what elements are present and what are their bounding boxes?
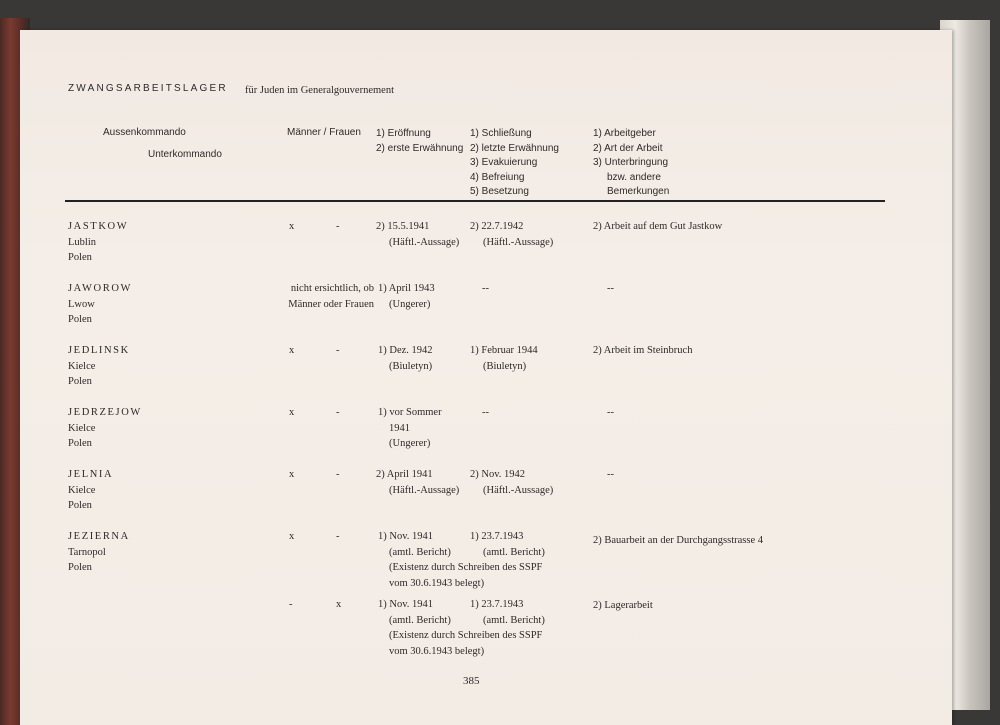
camp-district: Lwow bbox=[68, 298, 95, 310]
cell-line: (Häftl.-Aussage) bbox=[389, 484, 460, 496]
col-header-line: 3) Evakuierung bbox=[470, 157, 538, 169]
cell-line: 1) April 1943 bbox=[378, 283, 435, 294]
opening-cell bbox=[378, 281, 435, 312]
remarks-cell bbox=[593, 219, 722, 235]
camp-entry-name-block bbox=[68, 281, 132, 328]
cell-line: vom 30.6.1943 belegt) bbox=[389, 645, 485, 657]
men-mark: x bbox=[289, 531, 295, 542]
opening-cell bbox=[378, 597, 451, 628]
women-mark: - bbox=[336, 531, 340, 542]
header-title: ZWANGSARBEITSLAGER bbox=[68, 83, 228, 94]
camp-country: Polen bbox=[68, 438, 92, 449]
camp-name: JELNIA bbox=[68, 469, 114, 480]
cell-line: 1) Februar 1944 bbox=[470, 345, 538, 356]
remarks-cell bbox=[607, 281, 614, 297]
camp-name: JAWOROW bbox=[68, 283, 133, 294]
camp-entry-name-block bbox=[68, 405, 142, 452]
cell-line: 1941 bbox=[389, 422, 410, 434]
col-header-line: Bemerkungen bbox=[607, 186, 670, 198]
remarks-cell bbox=[607, 405, 614, 421]
closing-cell bbox=[470, 529, 545, 560]
existence-note bbox=[389, 628, 542, 659]
col-header-maenner-frauen: Männer / Frauen bbox=[287, 127, 361, 138]
camp-country: Polen bbox=[68, 376, 92, 387]
col-header-line: 2) letzte Erwähnung bbox=[470, 142, 559, 154]
cell-line: (amtl. Bericht) bbox=[483, 614, 545, 626]
col-header-line: 5) Besetzung bbox=[470, 186, 529, 198]
men-mark: x bbox=[289, 345, 295, 356]
col-header-line: 1) Arbeitgeber bbox=[593, 128, 656, 139]
remarks-cell bbox=[607, 467, 614, 483]
opening-cell bbox=[378, 343, 433, 374]
camp-district: Kielce bbox=[68, 422, 96, 434]
cell-line: 1) 23.7.1943 bbox=[470, 599, 524, 610]
cell-line: vom 30.6.1943 belegt) bbox=[389, 577, 485, 589]
col-header-line: 4) Befreiung bbox=[470, 171, 525, 183]
cell-line: Männer oder Frauen bbox=[288, 298, 374, 310]
cell-line: (Häftl.-Aussage) bbox=[483, 236, 554, 248]
cell-line: (Existenz durch Schreiben des SSPF bbox=[389, 562, 543, 573]
closing-cell bbox=[470, 597, 545, 628]
header-rule bbox=[65, 200, 885, 202]
opening-cell bbox=[378, 405, 442, 452]
cell-line: 2) Arbeit im Steinbruch bbox=[593, 345, 693, 356]
camp-name: JEDRZEJOW bbox=[68, 407, 142, 418]
remarks-cell bbox=[593, 533, 763, 549]
cell-line: 1) Nov. 1941 bbox=[378, 531, 434, 542]
camp-district: Kielce bbox=[68, 484, 96, 496]
col-header-line: 1) Eröffnung bbox=[376, 128, 431, 139]
camp-country: Polen bbox=[68, 500, 92, 511]
remarks-cell bbox=[593, 598, 653, 614]
women-mark: - bbox=[336, 345, 340, 356]
cell-line: -- bbox=[607, 469, 614, 480]
camp-name: JEDLINSK bbox=[68, 345, 130, 356]
cell-line: (Biuletyn) bbox=[389, 360, 433, 372]
cell-line: (Häftl.-Aussage) bbox=[389, 236, 460, 248]
women-mark: - bbox=[336, 407, 340, 418]
cell-line: 2) Lagerarbeit bbox=[593, 600, 653, 611]
col-header-eroeffnung bbox=[376, 127, 463, 156]
men-mark: x bbox=[289, 407, 295, 418]
men-mark: - bbox=[289, 599, 293, 610]
cell-line: -- bbox=[482, 283, 489, 294]
women-mark: x bbox=[336, 599, 342, 610]
book-page bbox=[20, 30, 952, 725]
cell-line: 2) Bauarbeit an der Durchgangsstrasse 4 bbox=[593, 535, 763, 546]
opening-cell bbox=[378, 529, 451, 560]
cell-line: (Biuletyn) bbox=[483, 360, 527, 372]
closing-cell bbox=[482, 405, 489, 421]
header-subtitle: für Juden im Generalgouvernement bbox=[245, 85, 394, 96]
camp-entry-name-block bbox=[68, 467, 113, 514]
cell-line: (Häftl.-Aussage) bbox=[483, 484, 554, 496]
cell-line: -- bbox=[607, 283, 614, 294]
camp-district: Kielce bbox=[68, 360, 96, 372]
col-header-arbeitgeber bbox=[593, 127, 669, 200]
remarks-cell bbox=[593, 343, 692, 359]
cell-line: (Ungerer) bbox=[389, 298, 431, 310]
cell-line: 2) 22.7.1942 bbox=[470, 221, 524, 232]
cell-line: -- bbox=[607, 407, 614, 418]
cell-line: (Existenz durch Schreiben des SSPF bbox=[389, 630, 543, 641]
cell-line: 1) Nov. 1941 bbox=[378, 599, 434, 610]
camp-country: Polen bbox=[68, 314, 92, 325]
cell-line: 2) Nov. 1942 bbox=[470, 469, 526, 480]
camp-district: Lublin bbox=[68, 236, 96, 248]
col-header-line: 1) Schließung bbox=[470, 128, 532, 139]
cell-line: (amtl. Bericht) bbox=[483, 546, 545, 558]
col-header-schliessung bbox=[470, 127, 559, 200]
col-header-aussenkommando: Aussenkommando bbox=[103, 127, 186, 138]
camp-country: Polen bbox=[68, 252, 92, 263]
camp-entry-name-block bbox=[68, 219, 128, 266]
men-mark: x bbox=[289, 469, 295, 480]
women-mark: - bbox=[336, 469, 340, 480]
cell-line: 2) April 1941 bbox=[376, 469, 433, 480]
closing-cell bbox=[470, 219, 553, 250]
col-header-unterkommando: Unterkommando bbox=[148, 149, 222, 160]
cell-line: 1) Dez. 1942 bbox=[378, 345, 433, 356]
cell-line: 1) 23.7.1943 bbox=[470, 531, 524, 542]
mw-note bbox=[274, 281, 374, 312]
closing-cell bbox=[470, 343, 538, 374]
opening-cell bbox=[376, 467, 459, 498]
cell-line: 1) vor Sommer bbox=[378, 407, 442, 418]
closing-cell bbox=[482, 281, 489, 297]
opening-cell bbox=[376, 219, 459, 250]
cell-line: -- bbox=[482, 407, 489, 418]
camp-country: Polen bbox=[68, 562, 92, 573]
cell-line: (amtl. Bericht) bbox=[389, 614, 451, 626]
camp-entry-name-block bbox=[68, 529, 130, 576]
existence-note bbox=[389, 560, 542, 591]
closing-cell bbox=[470, 467, 553, 498]
col-header-line: 2) Art der Arbeit bbox=[593, 142, 663, 154]
col-header-line: bzw. andere bbox=[607, 171, 661, 183]
col-header-line: 3) Unterbringung bbox=[593, 157, 669, 169]
cell-line: nicht ersichtlich, ob bbox=[290, 283, 374, 294]
page-number: 385 bbox=[463, 675, 480, 687]
cell-line: (Ungerer) bbox=[389, 438, 431, 449]
men-mark: x bbox=[289, 221, 295, 232]
camp-entry-name-block bbox=[68, 343, 130, 390]
col-header-line: 2) erste Erwähnung bbox=[376, 142, 464, 154]
cell-line: 2) 15.5.1941 bbox=[376, 221, 430, 232]
cell-line: 2) Arbeit auf dem Gut Jastkow bbox=[593, 221, 723, 232]
women-mark: - bbox=[336, 221, 340, 232]
camp-name: JEZIERNA bbox=[68, 531, 130, 542]
camp-district: Tarnopol bbox=[68, 546, 106, 558]
cell-line: (amtl. Bericht) bbox=[389, 546, 451, 558]
camp-name: JASTKOW bbox=[68, 221, 129, 232]
